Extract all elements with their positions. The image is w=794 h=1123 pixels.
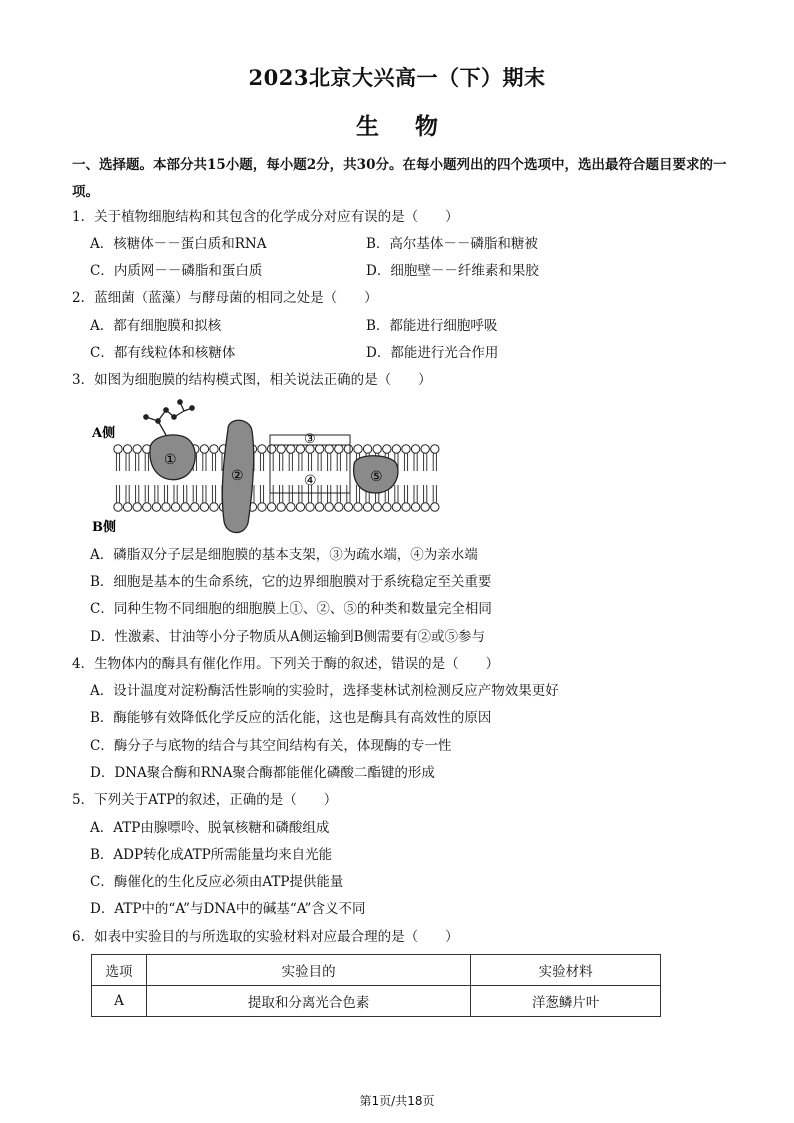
table-row	[92, 986, 661, 1017]
lipid-head	[152, 503, 160, 511]
lipid-head	[114, 445, 122, 453]
lipid-head	[421, 445, 429, 453]
lipid-head	[373, 445, 381, 453]
lipid-head	[287, 445, 295, 453]
side-a-label: A侧	[92, 426, 116, 441]
label-5: ⑤	[370, 469, 383, 485]
lipid-head	[162, 503, 170, 511]
lipid-head	[363, 503, 371, 511]
lipid-head	[344, 503, 352, 511]
label-4: ④	[304, 473, 317, 489]
question-1-stem: 1．关于植物细胞结构和其包含的化学成分对应有误的是（ ）	[72, 209, 459, 225]
lipid-head	[277, 445, 285, 453]
question-1-option-d: D．细胞壁－－纤维素和果胶	[366, 263, 539, 279]
question-4-option-b: B．酶能够有效降低化学反应的活化能，这也是酶具有高效性的原因	[90, 710, 492, 726]
question-2-stem: 2．蓝细菌（蓝藻）与酵母菌的相同之处是（ ）	[72, 290, 378, 306]
lipid-head	[411, 503, 419, 511]
label-3: ③	[304, 432, 316, 447]
table-cell: 洋葱鳞片叶	[471, 986, 661, 1017]
lipid-head	[123, 503, 131, 511]
lipid-head	[392, 503, 400, 511]
lipid-head	[325, 503, 333, 511]
lipid-head	[431, 445, 439, 453]
section-heading: 一、选择题。本部分共15小题，每小题2分，共30分。在每小题列出的四个选项中，选出最符合题目要求的一项。	[72, 157, 727, 200]
question-5-option-b: B．ADP转化成ATP所需能量均来自光能	[90, 847, 333, 863]
lipid-head	[267, 503, 275, 511]
question-5-option-d: D．ATP中的“A”与DNA中的碱基“A”含义不同	[90, 901, 366, 917]
table-header-cell: 实验目的	[146, 955, 470, 986]
question-5-option-a: A．ATP由腺嘌呤、脱氧核糖和磷酸组成	[90, 820, 330, 836]
question-3-option-b: B．细胞是基本的生命系统，它的边界细胞膜对于系统稳定至关重要	[90, 574, 492, 590]
question-5-stem: 5．下列关于ATP的叙述，正确的是（ ）	[72, 792, 338, 808]
question-1-option-c: C．内质网－－磷脂和蛋白质	[90, 263, 263, 279]
lipid-head	[277, 503, 285, 511]
question-4-option-c: C．酶分子与底物的结合与其空间结构有关，体现酶的专一性	[90, 738, 452, 754]
lipid-head	[287, 503, 295, 511]
lipid-head	[325, 445, 333, 453]
lipid-head	[315, 445, 323, 453]
question-4-stem: 4．生物体内的酶具有催化作用。下列关于酶的叙述，错误的是（ ）	[72, 656, 500, 672]
question-4-option-d: D．DNA聚合酶和RNA聚合酶都能催化磷酸二酯键的形成	[90, 765, 435, 781]
glycan-chain-icon	[144, 400, 194, 435]
lipid-head	[200, 503, 208, 511]
lipid-head	[335, 503, 343, 511]
lipid-head	[143, 503, 151, 511]
lipid-head	[210, 445, 218, 453]
question-6-stem: 6．如表中实验目的与所选取的实验材料对应最合理的是（ ）	[72, 929, 459, 945]
table-cell: A	[92, 986, 147, 1017]
lipid-head	[411, 445, 419, 453]
lipid-head	[363, 445, 371, 453]
lipid-head	[354, 503, 362, 511]
question-3-option-a: A．磷脂双分子层是细胞膜的基本支架，③为疏水端，④为亲水端	[90, 547, 478, 563]
question-1-option-b: B．高尔基体－－磷脂和糖被	[366, 236, 538, 252]
lipid-head	[383, 503, 391, 511]
question-1-option-a: A．核糖体－－蛋白质和RNA	[90, 236, 267, 252]
label-1: ①	[164, 452, 177, 468]
lipid-head	[354, 445, 362, 453]
lipid-head	[315, 503, 323, 511]
exam-subject: 生物	[356, 113, 474, 140]
exam-title: 2023北京大兴高一（下）期末	[248, 65, 546, 90]
lipid-head	[114, 503, 122, 511]
question-5-option-c: C．酶催化的生化反应必须由ATP提供能量	[90, 874, 344, 890]
lipid-head	[200, 445, 208, 453]
question-2-option-b: B．都能进行细胞呼吸	[366, 318, 498, 334]
lipid-head	[296, 503, 304, 511]
lipid-head	[171, 503, 179, 511]
experiment-table	[91, 954, 661, 1017]
lipid-head	[402, 503, 410, 511]
lipid-head	[392, 445, 400, 453]
lipid-head	[123, 445, 131, 453]
table-header-cell: 选项	[92, 955, 147, 986]
lipid-head	[402, 445, 410, 453]
lipid-head	[191, 503, 199, 511]
question-2-option-c: C．都有线粒体和核糖体	[90, 345, 236, 361]
lipid-head	[421, 503, 429, 511]
lipid-head	[383, 445, 391, 453]
lipid-head	[335, 445, 343, 453]
question-3-option-d: D．性激素、甘油等小分子物质从A侧运输到B侧需要有②或⑤参与	[90, 629, 485, 645]
table-header-row	[92, 955, 661, 986]
lipid-head	[431, 503, 439, 511]
lipid-head	[258, 503, 266, 511]
side-b-label: B侧	[92, 520, 116, 535]
lipid-head	[373, 503, 381, 511]
question-3-stem: 3．如图为细胞膜的结构模式图，相关说法正确的是（ ）	[72, 372, 432, 388]
table-header-cell: 实验材料	[471, 955, 661, 986]
lipid-head	[181, 503, 189, 511]
lipid-head	[133, 445, 141, 453]
question-2-option-a: A．都有细胞膜和拟核	[90, 318, 222, 334]
question-2-option-d: D．都能进行光合作用	[366, 345, 499, 361]
lipid-head	[267, 445, 275, 453]
question-4-option-a: A．设计温度对淀粉酶活性影响的实验时，选择斐林试剂检测反应产物效果更好	[90, 683, 559, 699]
lipid-head	[210, 503, 218, 511]
page-footer: 第1页/共18页	[359, 1094, 435, 1108]
lipid-head	[133, 503, 141, 511]
cell-membrane-figure	[88, 397, 448, 539]
lipid-head	[258, 445, 266, 453]
label-2: ②	[231, 468, 244, 484]
table-cell: 提取和分离光合色素	[146, 986, 470, 1017]
question-3-option-c: C．同种生物不同细胞的细胞膜上①、②、⑤的种类和数量完全相同	[90, 601, 492, 617]
lipid-head	[344, 445, 352, 453]
lipid-head	[306, 503, 314, 511]
